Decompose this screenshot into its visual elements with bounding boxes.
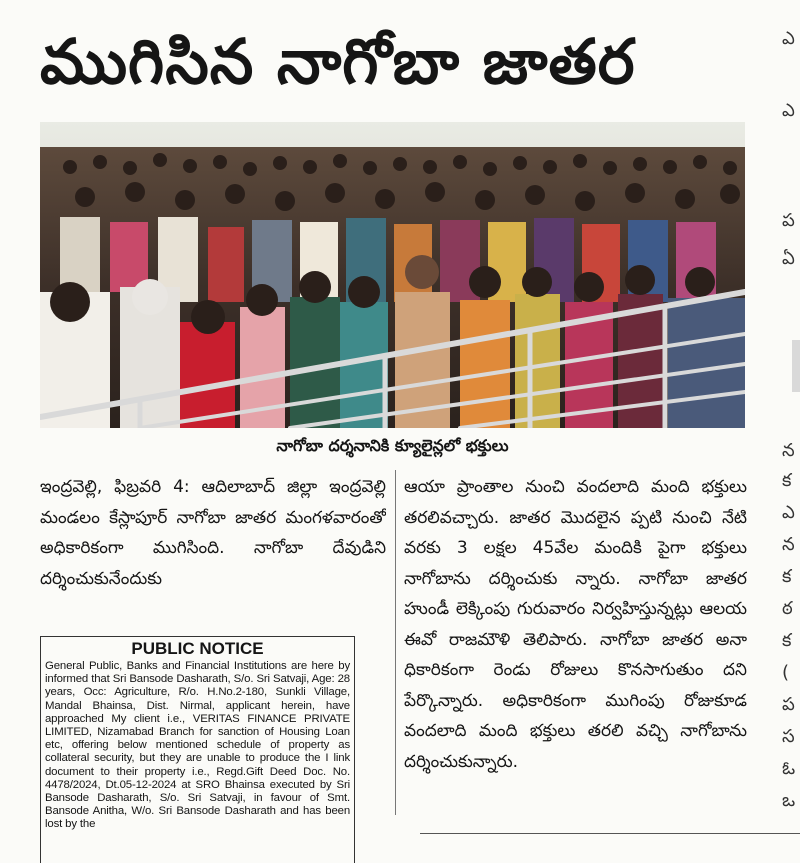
edge-char: క: [782, 630, 792, 651]
column-divider: [395, 470, 396, 815]
public-notice-title: PUBLIC NOTICE: [131, 639, 264, 658]
public-notice-body: General Public, Banks and Financial Institutions are here by informed that Sri Bansode Dasharath, S/o. Sri Satvaji, Age: 28 years, Occ: Agriculture, R/o. H.No.2-180, Sunkli Village, Mandal Bhainsa, Dist. Nirmal, applicant herein, have approached My client i.e., VERITAS FINANCE PRIVATE LIMITED, Nizamabad Branch for sanction of Housing Loan etc, offering below mentioned schedule of property as collateral security, but they are unable to produce the I link document to their property i.e., Regd.Gift Deed Doc. No. 4478/2024, Dt.05-12-2024 at SRO Bhainsa executed by Sri Bansode Dasharath, S/o. Sri Satvaji, in favour of Smt. Bansode Anitha, W/o. Sri Bansode Dasharath and has been lost by the: [45, 660, 350, 831]
edge-char: క: [782, 470, 792, 491]
edge-char: స: [782, 726, 795, 747]
edge-char: ఎ: [782, 502, 795, 523]
edge-shade: [792, 340, 800, 392]
headline: ముగిసిన నాగోబా జాతర: [40, 25, 636, 98]
crowd-photo-illustration: [40, 122, 745, 428]
edge-char: ఠ: [782, 598, 793, 619]
edge-char: ఓ: [782, 758, 796, 779]
article-right-column: ఆయా ప్రాంతాల నుంచి వందలాది మంది భక్తులు తరలివచ్చారు. జాతర మొదలైన ప్పటి నుంచి నేటి వరకు 3 లక్షల 45వేల మందికి పైగా భక్తులు నాగోబాను దర్శించుకు న్నారు. నాగోబా జాతర హుండీ లెక్కింపు గురువారం నిర్వహిస్తున్నట్లు ఆలయ ఈవో రాజమౌళి తెలిపారు. నాగోబా జాతర అనా ధికారికంగా రెండు రోజులు కొనసాగుతుం దని పేర్కొన్నారు. అధికారికంగా ముగింపు రోజుకూడ వందలాది మంది భక్తులు తరలి వచ్చి నాగోబాను దర్శించుకున్నారు.: [404, 477, 747, 772]
edge-char: క: [782, 566, 792, 587]
adjacent-column-fragment: [752, 0, 800, 863]
edge-char: ఒ: [782, 790, 796, 811]
edge-char: న: [782, 534, 795, 555]
edge-char: ఏ: [782, 248, 795, 269]
public-notice: [40, 636, 355, 863]
edge-char: ఎ: [782, 28, 795, 49]
photo-caption: నాగోబా దర్శనానికి క్యూలైన్లలో భక్తులు: [276, 436, 509, 455]
edge-char: ప: [782, 694, 795, 715]
edge-char: ప: [782, 210, 795, 231]
article-left-column: ఇంద్రవెల్లి, ఫిబ్రవరి 4: ఆదిలాబాద్ జిల్లా ఇంద్రవెల్లి మండలం కేస్లాపూర్ నాగోబా జాతర మంగళవారంతో అధికారికంగా ముగిసింది. నాగోబా దేవుడిని దర్శించుకునేందుకు: [40, 477, 386, 589]
edge-char: న: [782, 440, 795, 461]
edge-char: ఎ: [782, 100, 795, 121]
bottom-rule: [420, 833, 800, 834]
crowd-photo: [40, 122, 745, 428]
edge-char: (: [782, 662, 790, 683]
